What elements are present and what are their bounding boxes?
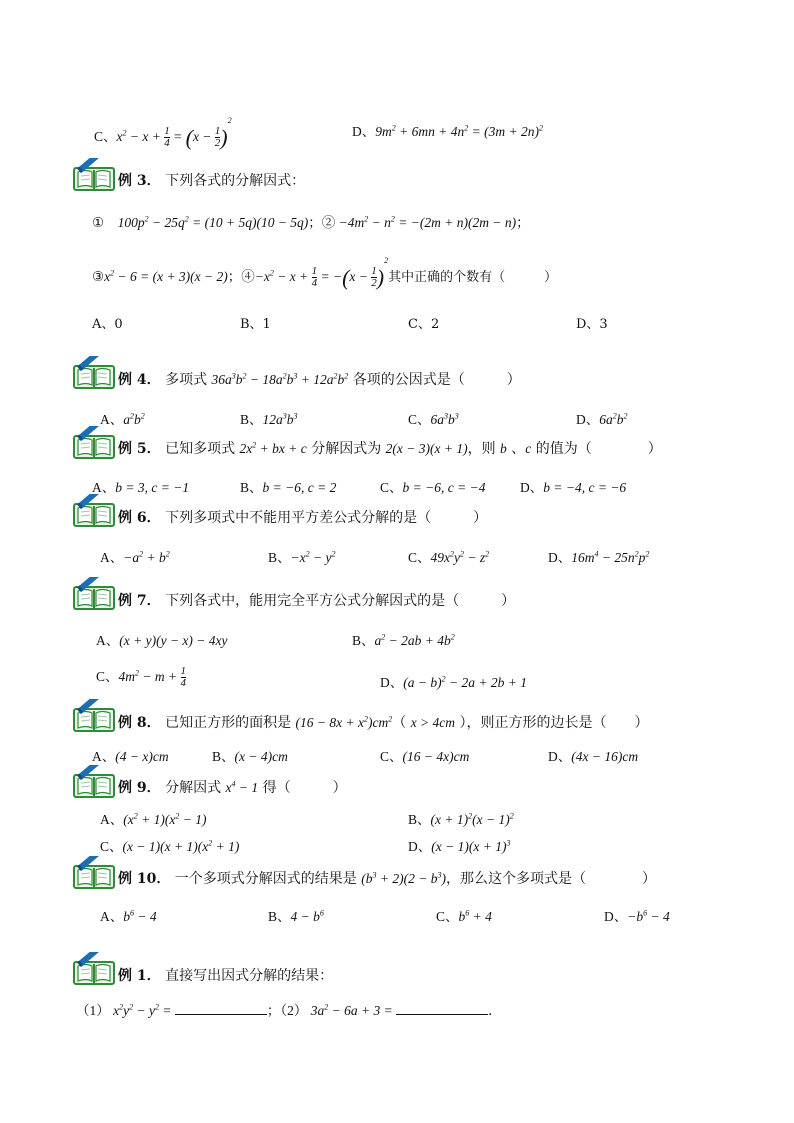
- example-8-option-a: A、(4 − x)cm: [92, 749, 169, 764]
- example-10-option-c: C、$b^6 + 4$: [436, 908, 492, 924]
- example-4-option-a: A、$a^2b^2$: [100, 411, 145, 427]
- example-6-option-d: D、$16m^4 - 25n^2p^2$: [548, 549, 650, 565]
- example-6-option-a: A、$-a^2 + b^2$: [100, 549, 170, 565]
- option-c-top: C、$x^2 - x$ + $\frac{1}{4}$ = (x − $\frac{1}{2}$ )$^2$: [94, 116, 232, 150]
- answer-blank-1[interactable]: [175, 1002, 267, 1015]
- example-8-title: 例 8． 已知正方形的面积是 $(16 - 8x + x^2)cm^2$（ x > 4cm ），则正方形的边长是（ ）: [118, 714, 649, 731]
- example-5-option-b: B、b = −6, c = 2: [240, 480, 337, 495]
- book-pencil-icon: [72, 426, 116, 462]
- example-4-option-d: D、$6a^2b^2$: [576, 411, 628, 427]
- example-6-option-b: B、$-x^2 - y^2$: [268, 549, 336, 565]
- example-3-option-a: A、0: [92, 317, 123, 332]
- example-5-option-d: D、b = −4, c = −6: [520, 480, 627, 495]
- fill-example-1-line: （1） $x^2y^2 - y^2$ = ；（2） $3a^2 - 6a + 3$ = ．: [76, 1002, 502, 1018]
- example-10-option-d: D、$-b^6 - 4$: [604, 908, 670, 924]
- example-9-title: 例 9． 分解因式 $x^4 - 1$ 得（ ）: [118, 779, 347, 796]
- example-3-line-2: $③x^2 - 6 = (x + 3)(x - 2)$；$④-x^2 - x$ + $\frac{1}{4}$ = −(x − $\frac{1}{2}$ )$^2$其中正确的个数有（ ）: [92, 256, 558, 290]
- example-6-title: 例 6． 下列多项式中不能用平方差公式分解的是（ ）: [118, 510, 488, 526]
- book-pencil-icon: [72, 699, 116, 735]
- example-7-option-c: C、$4m^2 - m$ + $\frac{1}{4}$: [96, 665, 186, 690]
- example-3-option-d: D、3: [576, 317, 608, 332]
- answer-blank-2[interactable]: [396, 1002, 488, 1015]
- example-6-option-c: C、$49x^2y^2 - z^2$: [408, 549, 490, 565]
- example-9-option-a: A、$(x^2 + 1)(x^2 - 1)$: [100, 811, 207, 827]
- example-4-option-c: C、$6a^3b^3$: [408, 411, 459, 427]
- example-5-option-c: C、b = −6, c = −4: [380, 480, 486, 495]
- example-7-title: 例 7． 下列各式中，能用完全平方公式分解因式的是（ ）: [118, 593, 516, 609]
- example-10-option-b: B、$4 - b^6$: [268, 908, 324, 924]
- example-5-title: 例 5． 已知多项式 $2x^2$ + bx + c 分解因式为 2(x − 3)(x + 1)，则 b 、c 的值为（ ）: [118, 440, 662, 457]
- example-4-option-b: B、$12a^3b^3$: [240, 411, 298, 427]
- example-3-option-b: B、1: [240, 317, 271, 332]
- fill-example-1-title: 例 1． 直接写出因式分解的结果：: [118, 968, 334, 984]
- example-9-option-d: D、$(x - 1)(x + 1)^3$: [408, 838, 511, 854]
- example-3-line-1: ① $100p^2 - 25q^2 = (10 + 5q)(10 - 5q)$；② $-4m^2 - n^2 = -(2m + n)(2m - n)$；: [92, 214, 530, 230]
- example-5-option-a: A、b = 3, c = −1: [92, 480, 190, 495]
- example-3-option-c: C、2: [408, 317, 440, 332]
- example-7-option-d: D、$(a - b)^2 - 2a + 2b + 1$: [380, 674, 527, 690]
- book-pencil-icon: [72, 158, 116, 194]
- book-pencil-icon: [72, 577, 116, 613]
- example-8-option-c: C、(16 − 4x)cm: [380, 749, 470, 764]
- example-10-title: 例 10． 一个多项式分解因式的结果是 $(b^3 + 2)(2 - b^3)$，那么这个多项式是（ ）: [118, 870, 656, 887]
- book-pencil-icon: [72, 856, 116, 892]
- example-10-option-a: A、$b^6 - 4$: [100, 908, 157, 924]
- example-9-option-b: B、$(x + 1)^2(x - 1)^2$: [408, 811, 514, 827]
- example-9-option-c: C、$(x - 1)(x + 1)(x^2 + 1)$: [100, 838, 240, 854]
- book-pencil-icon: [72, 952, 116, 988]
- option-d-top: D、$9m^2 + 6mn + 4n^2 = (3m + 2n)^2$: [352, 123, 543, 139]
- example-4-title: 例 4． 多项式 $36a^3b^2 - 18a^2b^3 + 12a^2b^2$ 各项的公因式是（ ）: [118, 371, 521, 388]
- example-7-option-b: B、$a^2 - 2ab + 4b^2$: [352, 632, 455, 648]
- example-3-title: 例 3． 下列各式的分解因式：: [118, 173, 306, 189]
- book-pencil-icon: [72, 356, 116, 392]
- example-8-option-b: B、(x − 4)cm: [212, 749, 288, 764]
- example-8-option-d: D、(4x − 16)cm: [548, 749, 639, 764]
- book-pencil-icon: [72, 765, 116, 801]
- book-pencil-icon: [72, 494, 116, 530]
- example-7-option-a: A、(x + y)(y − x) − 4xy: [96, 633, 228, 648]
